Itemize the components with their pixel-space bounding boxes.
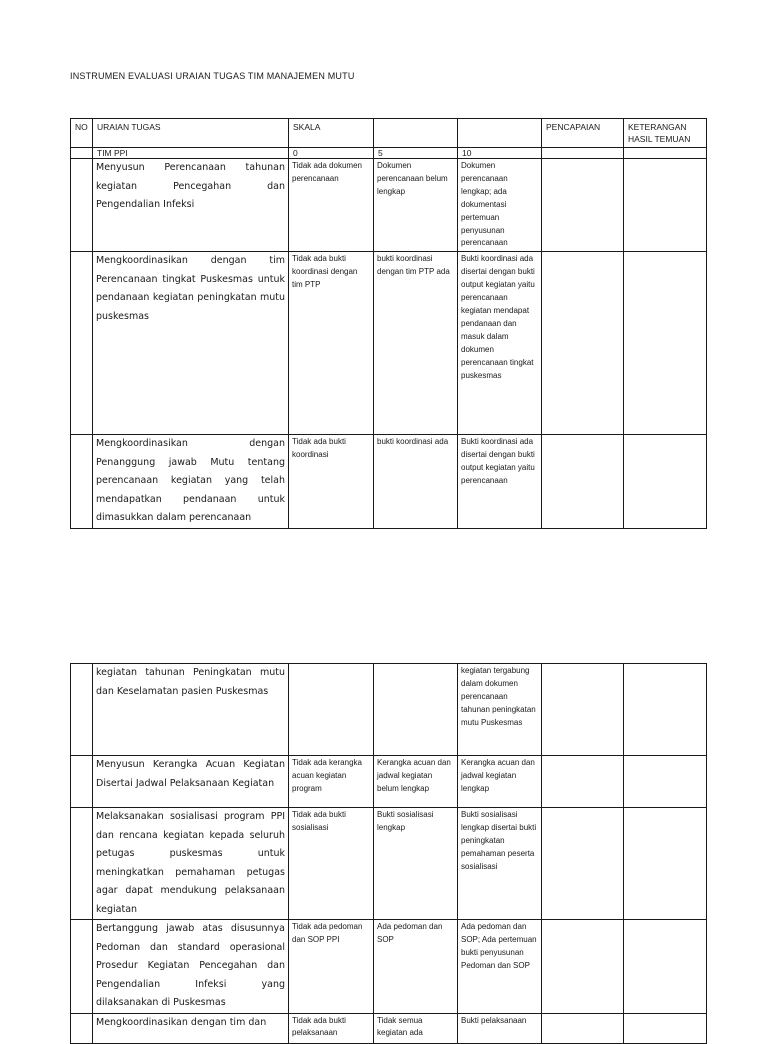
header-row [71, 119, 707, 148]
row-score-0: Tidak ada kerangka acuan kegiatan program [289, 756, 374, 808]
row-keterangan-cell[interactable] [624, 159, 707, 252]
subheader-score-10: 10 [458, 148, 542, 159]
row-keterangan-cell[interactable] [624, 1013, 707, 1043]
row-score-5: bukti koordinasi dengan tim PTP ada [374, 252, 458, 435]
header-empty-1 [374, 119, 458, 148]
row-no-cell [71, 920, 93, 1014]
row-pencapaian-cell[interactable] [542, 252, 624, 435]
row-no-cell [71, 756, 93, 808]
row-score-5: bukti koordinasi ada [374, 435, 458, 529]
evaluation-table-page-2 [70, 663, 707, 1044]
subheader-score-0: 0 [289, 148, 374, 159]
row-no-cell [71, 252, 93, 435]
row-no-cell [71, 1013, 93, 1043]
row-score-0: Tidak ada dokumen perencanaan [289, 159, 374, 252]
header-keterangan: KETERANGAN HASIL TEMUAN [624, 119, 707, 148]
row-no-cell [71, 664, 93, 756]
row-keterangan-cell[interactable] [624, 252, 707, 435]
row-score-10: Bukti koordinasi ada disertai dengan bukti output kegiatan yaitu perencanaan kegiatan mendapat pendanaan dan masuk dalam dokumen perencanaan tingkat puskesmas [458, 252, 542, 435]
row-keterangan-cell[interactable] [624, 664, 707, 756]
row-score-5: Tidak semua kegiatan ada [374, 1013, 458, 1043]
evaluation-table-page-1 [70, 118, 707, 529]
row-score-5 [374, 664, 458, 756]
row-uraian: kegiatan tahunan Peningkatan mutu dan Keselamatan pasien Puskesmas [93, 664, 289, 756]
row-score-10: kegiatan tergabung dalam dokumen perencanaan tahunan peningkatan mutu Puskesmas [458, 664, 542, 756]
subheader-row [71, 148, 707, 159]
row-keterangan-cell[interactable] [624, 756, 707, 808]
row-keterangan-cell[interactable] [624, 435, 707, 529]
row-pencapaian-cell[interactable] [542, 435, 624, 529]
row-score-10: Dokumen perencanaan lengkap; ada dokumentasi pertemuan penyusunan perencanaan [458, 159, 542, 252]
row-no-cell [71, 808, 93, 920]
row-score-10: Bukti pelaksanaan [458, 1013, 542, 1043]
header-skala: SKALA [289, 119, 374, 148]
row-keterangan-cell[interactable] [624, 808, 707, 920]
row-keterangan-cell[interactable] [624, 920, 707, 1014]
row-uraian: Mengkoordinasikan dengan tim dan [93, 1013, 289, 1043]
row-no-cell [71, 435, 93, 529]
subheader-score-5: 5 [374, 148, 458, 159]
row-uraian: Melaksanakan sosialisasi program PPI dan rencana kegiatan kepada seluruh petugas puskesmas untuk meningkatkan pemahaman petugas agar dapat mendukung pelaksanaan kegiatan [93, 808, 289, 920]
table-row [71, 808, 707, 920]
header-pencapaian: PENCAPAIAN [542, 119, 624, 148]
row-score-0: Tidak ada bukti pelaksanaan [289, 1013, 374, 1043]
subheader-pencapaian-cell [542, 148, 624, 159]
row-score-0: Tidak ada bukti koordinasi dengan tim PTP [289, 252, 374, 435]
row-score-0: Tidak ada bukti koordinasi [289, 435, 374, 529]
row-pencapaian-cell[interactable] [542, 159, 624, 252]
header-no: NO [71, 119, 93, 148]
row-uraian: Mengkoordinasikan dengan Penanggung jawab Mutu tentang perencanaan kegiatan yang telah mendapatkan pendanaan untuk dimasukkan dalam perencanaan [93, 435, 289, 529]
row-pencapaian-cell[interactable] [542, 756, 624, 808]
header-uraian: URAIAN TUGAS [93, 119, 289, 148]
table-row [71, 252, 707, 435]
table-row [71, 920, 707, 1014]
row-score-10: Bukti sosialisasi lengkap disertai bukti peningkatan pemahaman peserta sosialisasi [458, 808, 542, 920]
header-empty-2 [458, 119, 542, 148]
table-row [71, 159, 707, 252]
row-uraian: Bertanggung jawab atas disusunnya Pedoman dan standard operasional Prosedur Kegiatan Pencegahan dan Pengendalian Infeksi yang dilaksanakan di Puskesmas [93, 920, 289, 1014]
row-score-10: Bukti koordinasi ada disertai dengan bukti output kegiatan yaitu perencanaan [458, 435, 542, 529]
row-no-cell [71, 159, 93, 252]
row-pencapaian-cell[interactable] [542, 920, 624, 1014]
row-pencapaian-cell[interactable] [542, 1013, 624, 1043]
subheader-tim: TIM PPI [93, 148, 289, 159]
row-uraian: Menyusun Kerangka Acuan Kegiatan Disertai Jadwal Pelaksanaan Kegiatan [93, 756, 289, 808]
subheader-keterangan-cell [624, 148, 707, 159]
row-score-5: Dokumen perencanaan belum lengkap [374, 159, 458, 252]
row-score-10: Ada pedoman dan SOP; Ada pertemuan bukti penyusunan Pedoman dan SOP [458, 920, 542, 1014]
row-score-5: Kerangka acuan dan jadwal kegiatan belum lengkap [374, 756, 458, 808]
row-score-5: Bukti sosialisasi lengkap [374, 808, 458, 920]
table-row [71, 756, 707, 808]
document-title: INSTRUMEN EVALUASI URAIAN TUGAS TIM MANAJEMEN MUTU [70, 71, 355, 81]
row-score-0: Tidak ada pedoman dan SOP PPI [289, 920, 374, 1014]
row-score-5: Ada pedoman dan SOP [374, 920, 458, 1014]
table-row [71, 435, 707, 529]
row-pencapaian-cell[interactable] [542, 808, 624, 920]
row-score-10: Kerangka acuan dan jadwal kegiatan lengkap [458, 756, 542, 808]
row-score-0: Tidak ada bukti sosialisasi [289, 808, 374, 920]
table-row [71, 664, 707, 756]
row-score-0 [289, 664, 374, 756]
row-uraian: Menyusun Perencanaan tahunan kegiatan Pencegahan dan Pengendalian Infeksi [93, 159, 289, 252]
table-row [71, 1013, 707, 1043]
subheader-no-cell [71, 148, 93, 159]
row-pencapaian-cell[interactable] [542, 664, 624, 756]
row-uraian: Mengkoordinasikan dengan tim Perencanaan tingkat Puskesmas untuk pendanaan kegiatan peningkatan mutu puskesmas [93, 252, 289, 435]
